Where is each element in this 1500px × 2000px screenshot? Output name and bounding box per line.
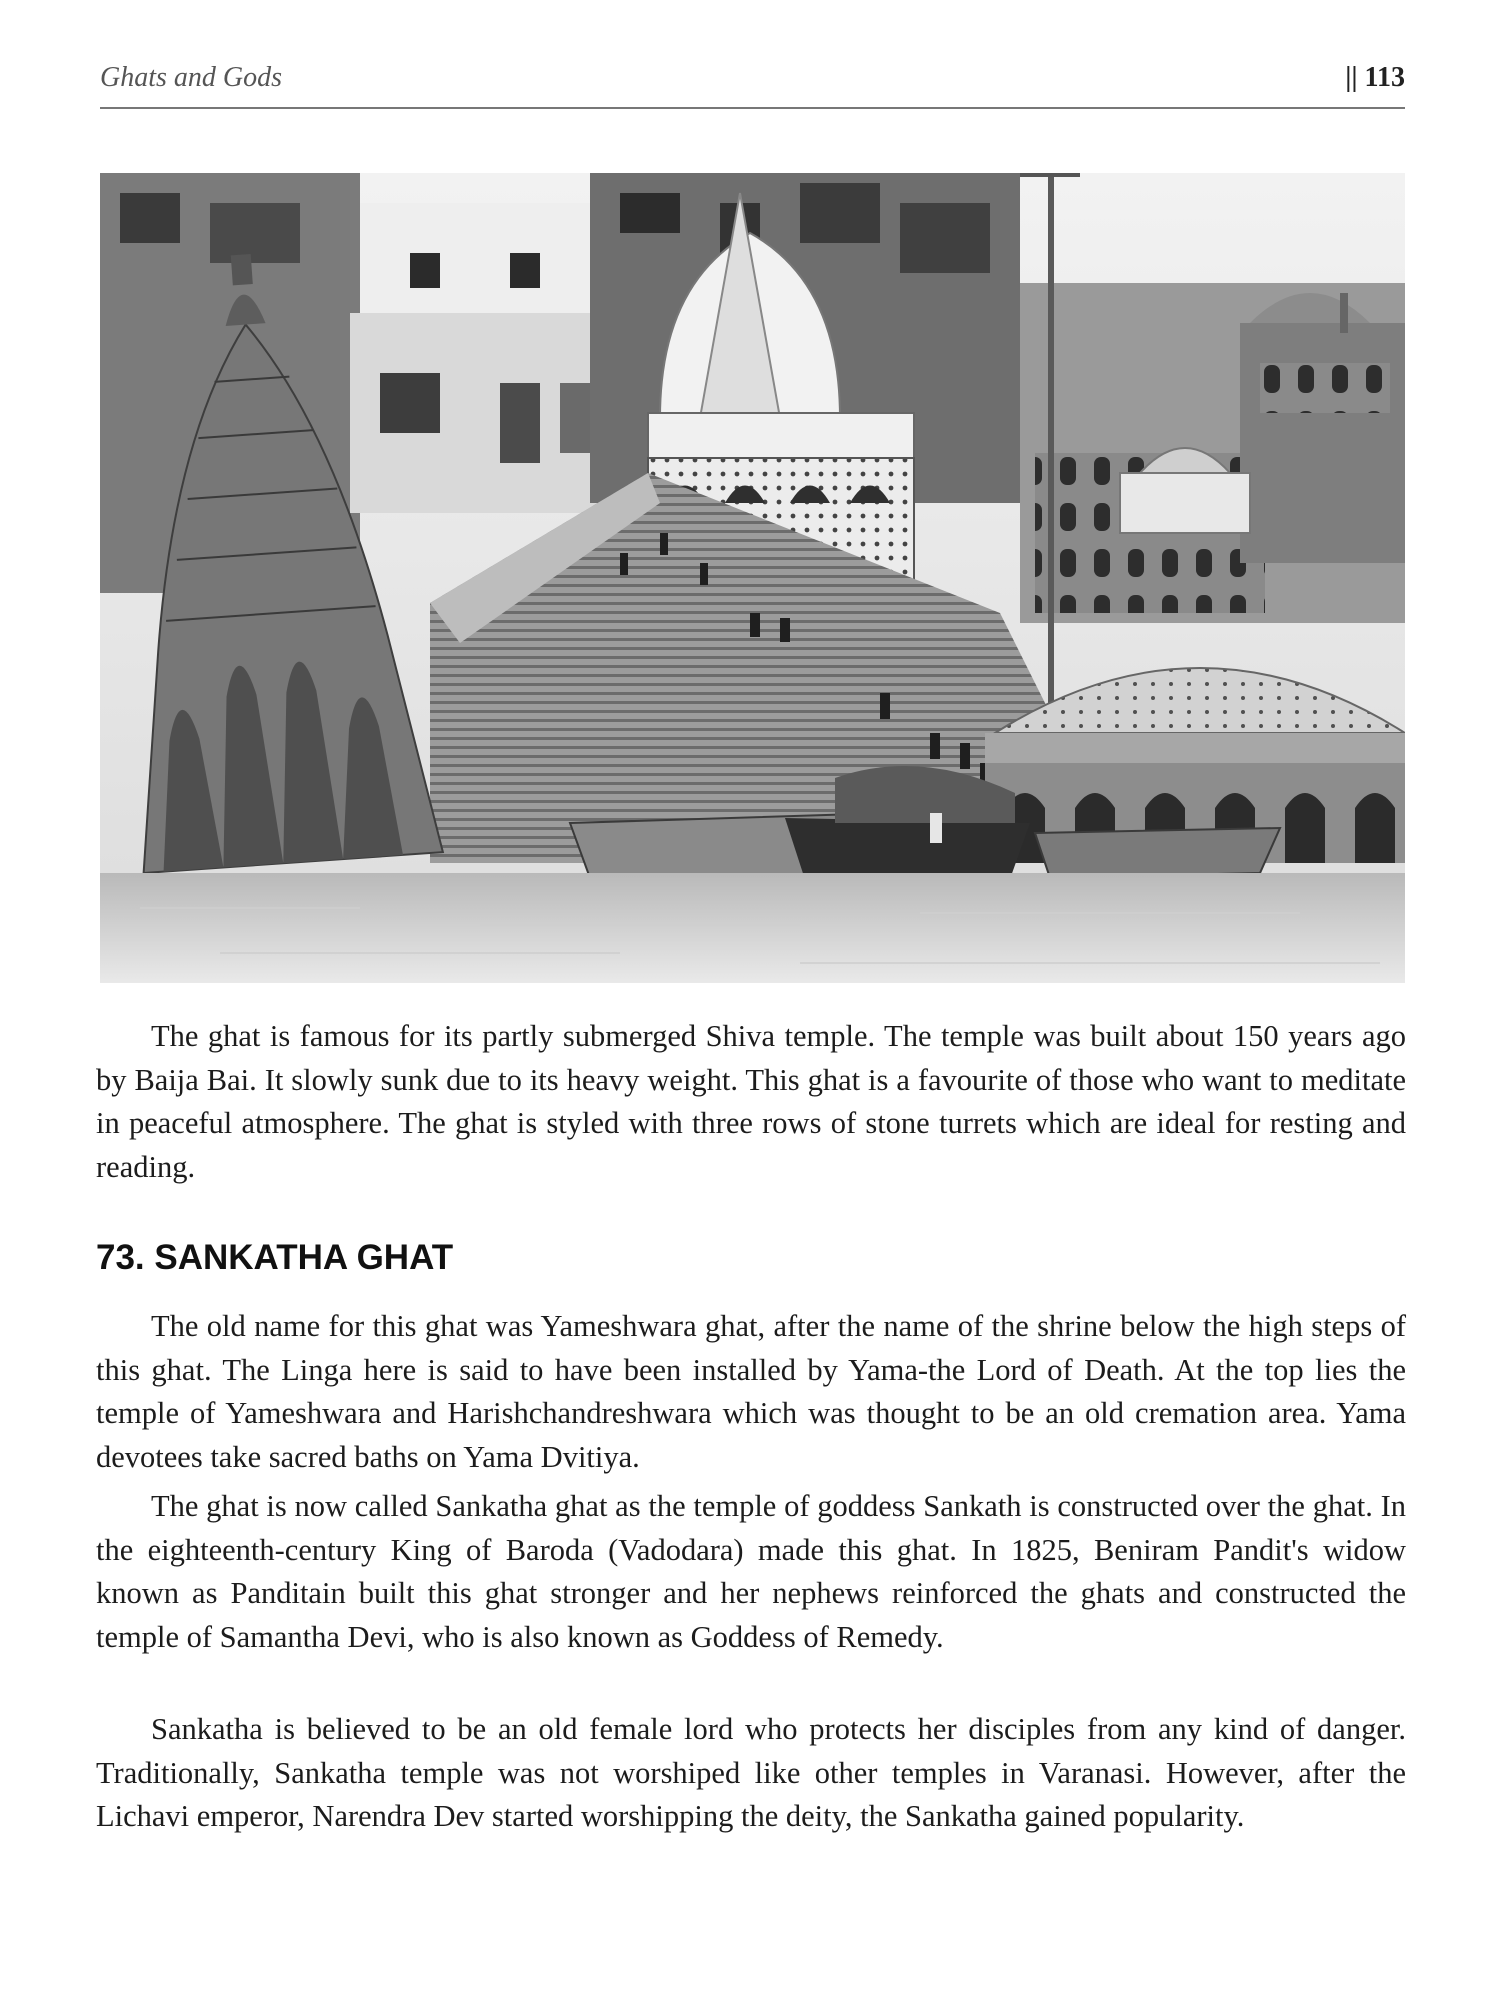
body-paragraph: The ghat is famous for its partly submerged Shiva temple. The temple was built about 150 years ago by Baija Bai. It slowly sunk due to its heavy weight. This ghat is a favourite of those who want to meditate in peaceful atmosphere. The ghat is styled with three rows of stone turrets which are ideal for resting and reading. [96, 1019, 1406, 1184]
section-heading: 73. SANKATHA GHAT [96, 1238, 454, 1277]
running-head [100, 62, 1405, 102]
body-paragraph: The old name for this ghat was Yameshwara ghat, after the name of the shrine below the high steps of this ghat. The Linga here is said to have been installed by Yama-the Lord of Death. At the top lies the temple of Yameshwara and Harishchandreshwara which was thought to be an old cremation area. Yama devotees take sacred baths on Yama Dvitiya. [96, 1309, 1406, 1474]
text-block-1 [96, 1015, 1406, 1189]
text-block-4 [96, 1708, 1406, 1839]
text-block-2 [96, 1305, 1406, 1479]
page-number: || 113 [1345, 62, 1405, 93]
header-rule [100, 107, 1405, 109]
body-paragraph: Sankatha is believed to be an old female lord who protects her disciples from any kind of danger. Traditionally, Sankatha temple was not worshiped like other temples in Varanasi. However, after the Lichavi emperor, Narendra Dev started worshipping the deity, the Sankatha gained popularity. [96, 1712, 1406, 1833]
running-title: Ghats and Gods [100, 62, 283, 93]
ghat-photograph [100, 173, 1405, 983]
text-block-3 [96, 1485, 1406, 1659]
body-paragraph: The ghat is now called Sankatha ghat as the temple of goddess Sankath is constructed over the ghat. In the eighteenth-century King of Baroda (Vadodara) made this ghat. In 1825, Beniram Pandit's widow known as Panditain built this ghat stronger and her nephews reinforced the ghats and constructed the temple of Samantha Devi, who is also known as Goddess of Remedy. [96, 1489, 1406, 1654]
